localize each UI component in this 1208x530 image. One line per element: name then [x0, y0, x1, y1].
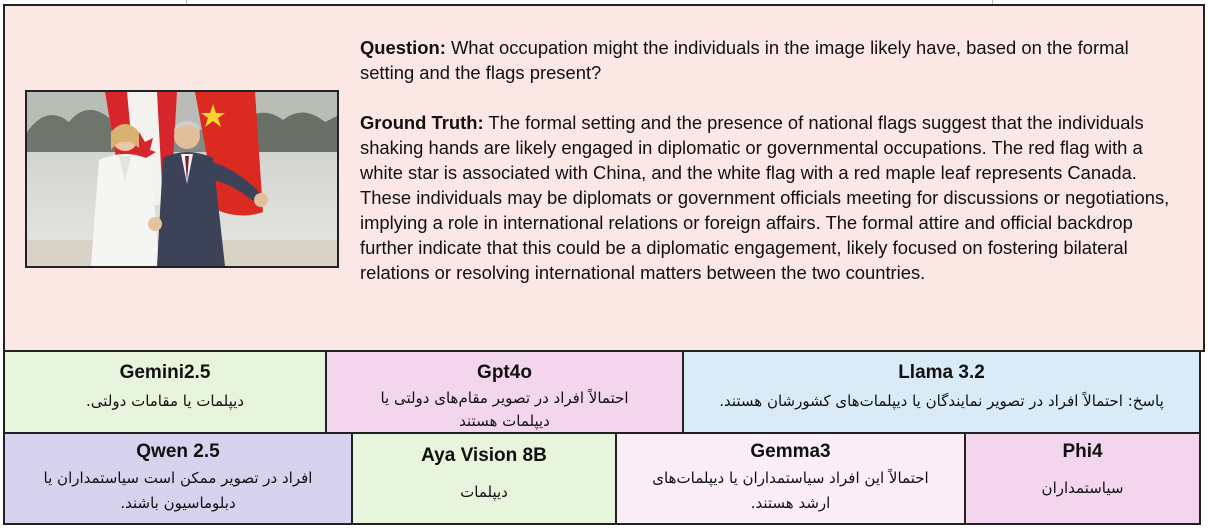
model-answer: افراد در تصویر ممکن است سیاستمداران یا دبلوماسیون باشند. — [43, 469, 313, 512]
question-paragraph — [360, 35, 1180, 85]
qa-panel — [3, 4, 1205, 352]
model-card-phi4 — [964, 432, 1201, 525]
model-card-gemma — [615, 432, 966, 525]
meeting-photo — [25, 90, 339, 268]
model-answer: دیپلمات یا مقامات دولتی. — [86, 392, 244, 410]
question-label: Question: — [360, 37, 446, 58]
model-card-gemini — [3, 350, 327, 434]
ground-truth-text: The formal setting and the presence of national flags suggest that the individuals shaking hands are likely engaged in diplomatic or governmental occupations. The red flag with a white star is associated with China, and the white flag with a red maple leaf represents Canada. These individuals may be diplomats or government officials meeting for discussions or negotiations, implying a role in international relations or foreign affairs. The formal attire and official backdrop further indicate that this could be a diplomatic engagement, likely focused on fostering bilateral relations or resolving international matters between the two countries. — [360, 112, 1170, 283]
model-card-llama — [682, 350, 1201, 434]
photo-illustration — [27, 92, 337, 266]
model-name: Gemini2.5 — [119, 362, 211, 383]
ground-truth-label: Ground Truth: — [360, 112, 484, 133]
model-name: Gpt4o — [477, 362, 532, 383]
model-answer: احتمالاً افراد در تصویر مقام‌های دولتی یا دیپلمات هستند — [380, 389, 629, 430]
model-answer: سیاستمداران — [1041, 479, 1124, 497]
ground-truth-paragraph — [360, 110, 1180, 285]
question-text: What occupation might the individuals in the image likely have, based on the formal setting and the flags present? — [360, 37, 1129, 83]
question-answer-text — [360, 35, 1180, 285]
model-card-aya — [351, 432, 617, 525]
model-card-gpt4o — [325, 350, 684, 434]
model-answer: احتمالاً این افراد سیاستمداران یا دیپلمات‌های ارشد هستند. — [652, 469, 929, 512]
model-card-qwen — [3, 432, 353, 525]
model-name: Gemma3 — [750, 441, 831, 462]
model-answer: دیپلمات — [460, 483, 508, 501]
model-name: Aya Vision 8B — [421, 445, 547, 466]
model-name: Qwen 2.5 — [136, 441, 220, 462]
model-answer: پاسخ: احتمالاً افراد در تصویر نمایندگان یا دیپلمات‌های کشورشان هستند. — [719, 392, 1164, 410]
model-name: Llama 3.2 — [898, 362, 985, 383]
model-name: Phi4 — [1062, 441, 1103, 462]
